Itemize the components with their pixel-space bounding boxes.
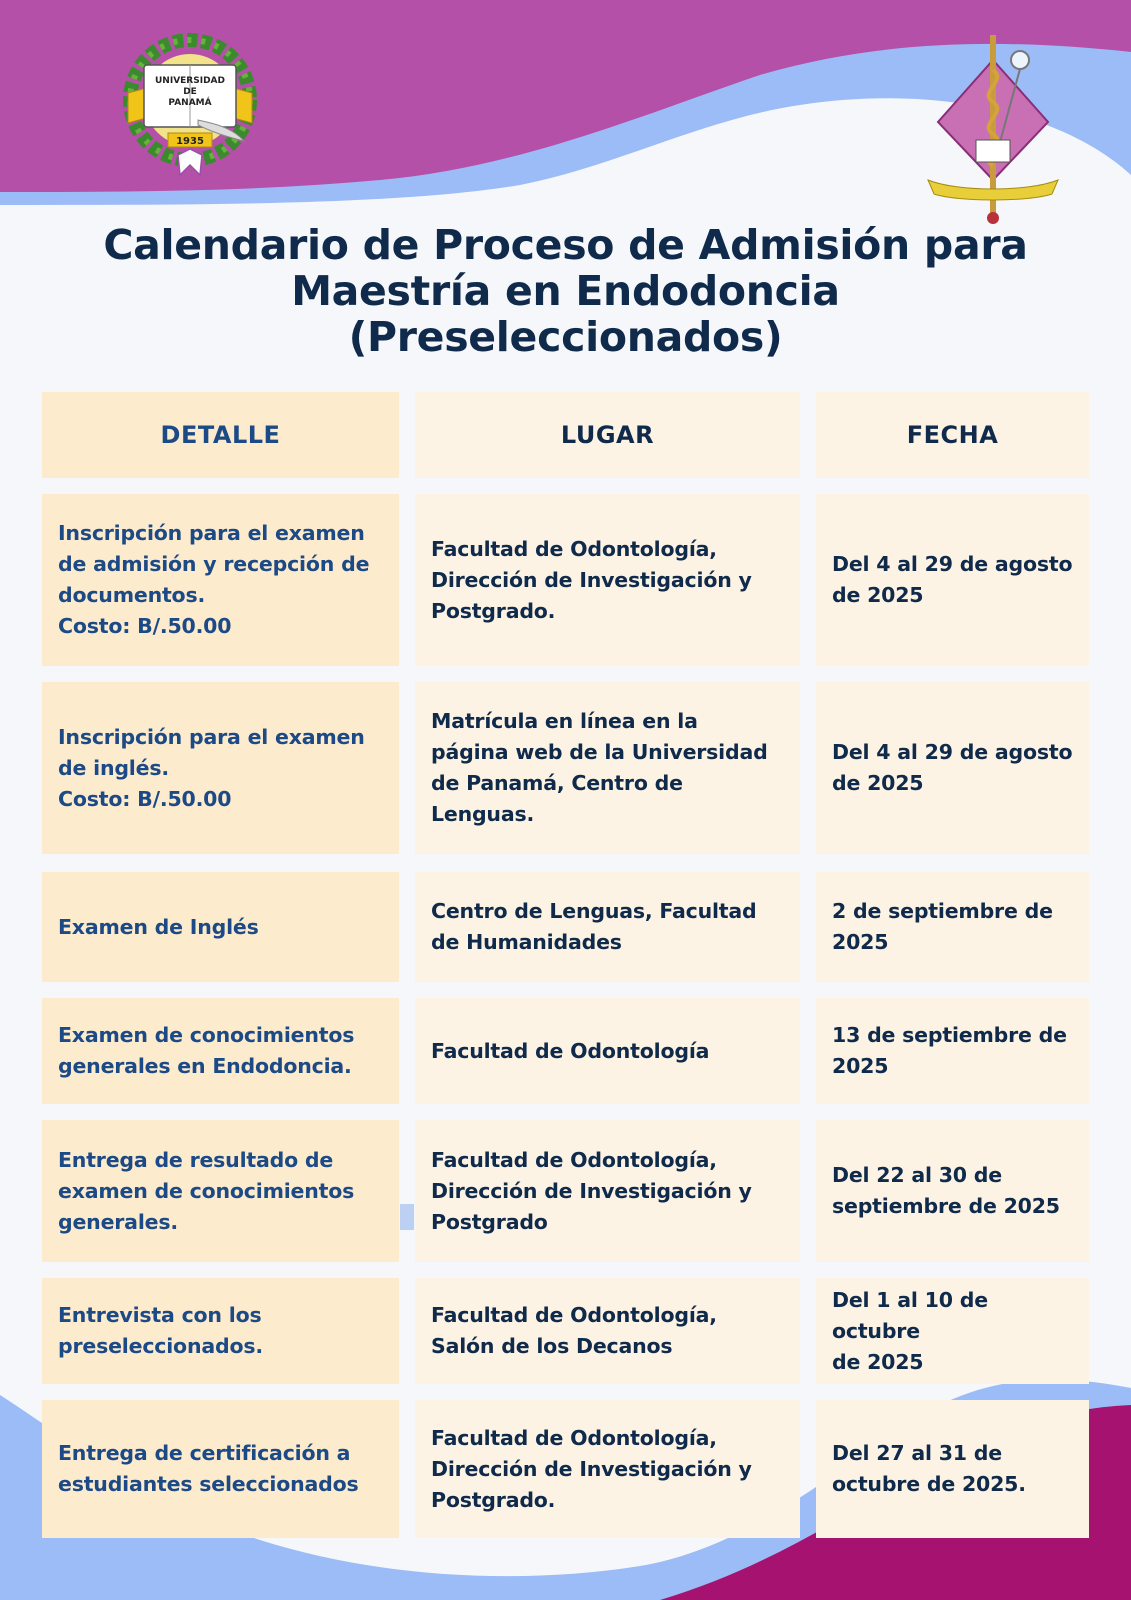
header-detalle: DETALLE	[42, 392, 399, 478]
row-7-detalle: Entrega de certificación a estudiantes seleccionados	[42, 1400, 399, 1538]
row-2-detalle: Inscripción para el examen de inglés. Costo: B/.50.00	[42, 682, 399, 854]
dental-mirror-icon	[1011, 51, 1029, 69]
svg-text:PANAMÁ: PANAMÁ	[168, 98, 212, 108]
header-lugar: LUGAR	[415, 392, 800, 478]
title-line-2: Maestría en Endodoncia	[291, 267, 840, 315]
row-3-fecha: 2 de septiembre de 2025	[816, 872, 1089, 982]
row-5-detalle: Entrega de resultado de examen de conocimientos generales.	[42, 1120, 399, 1262]
title-line-3: (Preseleccionados)	[348, 313, 783, 361]
row-4-fecha: 13 de septiembre de 2025	[816, 998, 1089, 1104]
svg-text:1935: 1935	[176, 136, 204, 147]
bow-ribbon-icon	[178, 149, 202, 175]
row-7-lugar: Facultad de Odontología, Dirección de Investigación y Postgrado.	[415, 1400, 800, 1538]
row-7-fecha: Del 27 al 31 de octubre de 2025.	[816, 1400, 1089, 1538]
svg-text:UNIVERSIDAD: UNIVERSIDAD	[155, 76, 225, 86]
row-6-detalle: Entrevista con los preseleccionados.	[42, 1278, 399, 1384]
row-3-lugar: Centro de Lenguas, Facultad de Humanidades	[415, 872, 800, 982]
universidad-de-panama-seal	[120, 25, 260, 185]
header-fecha: FECHA	[816, 392, 1089, 478]
facultad-de-odontologia-emblem	[918, 30, 1068, 230]
row-1-lugar: Facultad de Odontología, Dirección de Investigación y Postgrado.	[415, 494, 800, 666]
row-2-fecha: Del 4 al 29 de agosto de 2025	[816, 682, 1089, 854]
row-6-fecha: Del 1 al 10 de octubre de 2025	[816, 1278, 1089, 1384]
title-line-1: Calendario de Proceso de Admisión para	[103, 221, 1028, 269]
row-1-fecha: Del 4 al 29 de agosto de 2025	[816, 494, 1089, 666]
row-4-lugar: Facultad de Odontología	[415, 998, 800, 1104]
row-3-detalle: Examen de Inglés	[42, 872, 399, 982]
svg-text:DE: DE	[183, 87, 197, 97]
column-divider-mark	[400, 1204, 414, 1230]
row-1-detalle: Inscripción para el examen de admisión y recepción de documentos. Costo: B/.50.00	[42, 494, 399, 666]
row-5-lugar: Facultad de Odontología, Dirección de Investigación y Postgrado	[415, 1120, 800, 1262]
row-5-fecha: Del 22 al 30 de septiembre de 2025	[816, 1120, 1089, 1262]
page-title	[0, 222, 1131, 360]
row-2-lugar: Matrícula en línea en la página web de la Universidad de Panamá, Centro de Lenguas.	[415, 682, 800, 854]
row-6-lugar: Facultad de Odontología, Salón de los Decanos	[415, 1278, 800, 1384]
row-4-detalle: Examen de conocimientos generales en Endodoncia.	[42, 998, 399, 1104]
